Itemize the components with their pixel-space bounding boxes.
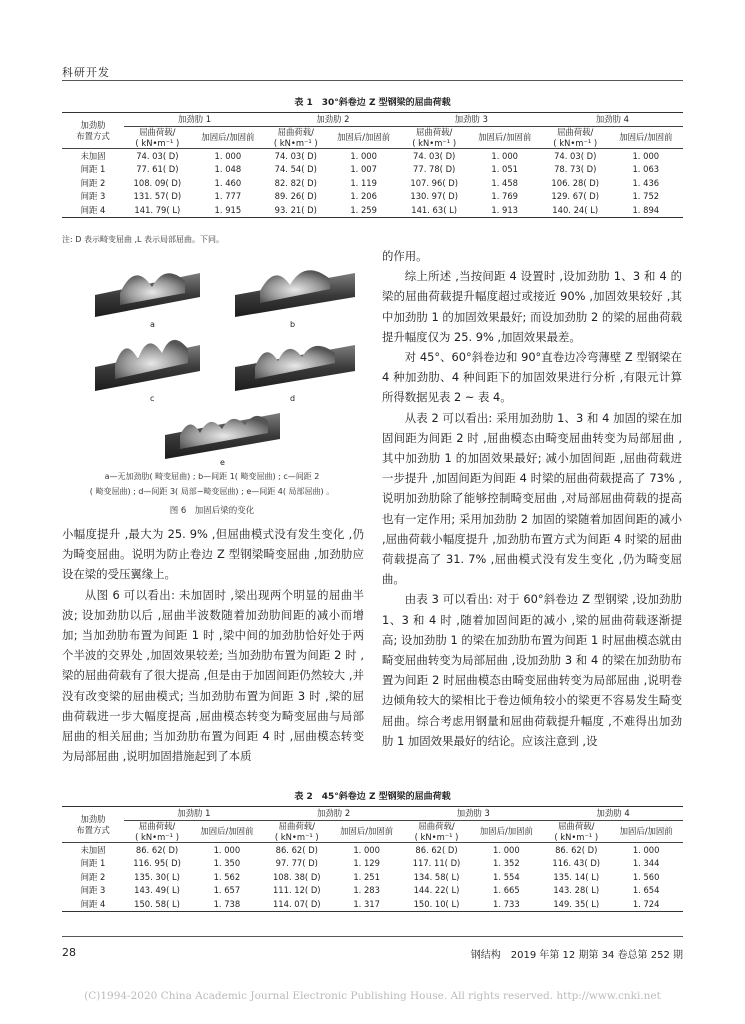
table-cell: 129. 67( D) xyxy=(551,191,600,202)
table-cell: 74. 03( D) xyxy=(413,150,456,161)
table-cell: 1. 317 xyxy=(353,898,380,909)
table-cell: 1. 000 xyxy=(493,844,520,855)
table-cell: 114. 07( D) xyxy=(272,898,321,909)
sub-load-l1: 屈曲荷载/ xyxy=(139,127,176,137)
figure6-panel-b xyxy=(235,270,355,317)
table-cell: 1. 048 xyxy=(214,164,242,175)
table-cell: 未加固 xyxy=(80,150,106,161)
table1-sub-load xyxy=(401,127,468,149)
table-cell: 间距 2 xyxy=(80,177,106,188)
table2-group-4: 加劲肋 4 xyxy=(543,807,683,821)
table-cell: 89. 26( D) xyxy=(274,191,317,202)
table-cell: 82. 82( D) xyxy=(274,177,317,188)
figure6-label-e: e xyxy=(220,458,225,465)
sub-load-l2: ( kN•m⁻¹ ) xyxy=(414,831,459,842)
table1-group-1: 加劲肋 1 xyxy=(124,113,265,127)
table-row xyxy=(62,857,683,871)
table-cell: 86. 62( D) xyxy=(415,844,458,855)
journal-info: 钢结构 2019 年第 12 期第 34 卷总第 252 期 xyxy=(470,950,683,961)
table1-corner xyxy=(62,113,124,149)
figure6-label-a: a xyxy=(150,320,155,329)
figure6-label-d: d xyxy=(290,394,296,403)
table-row xyxy=(62,884,683,898)
table-cell: 149. 35( L) xyxy=(553,898,600,909)
table-cell: 间距 2 xyxy=(80,871,106,882)
table1-group-4: 加劲肋 4 xyxy=(542,113,683,127)
table-cell: 1. 283 xyxy=(353,885,380,896)
left-column xyxy=(62,524,364,766)
table1-sub-ratio: 加固后/加固前 xyxy=(609,127,683,149)
copyright-watermark: (C)1994-2020 China Academic Journal Electronic Publishing House. All rights reserved. http://www.cnki.net xyxy=(84,990,661,1002)
sub-load-l1: 屈曲荷载/ xyxy=(278,821,315,831)
table1-sub-ratio: 加固后/加固前 xyxy=(191,127,265,149)
table2-sub-ratio: 加固后/加固前 xyxy=(470,821,544,843)
table-cell: 1. 063 xyxy=(632,164,660,175)
table-cell: 1. 352 xyxy=(493,858,520,869)
right-paragraph-1: 综上所述 ,当按间距 4 设置时 ,设加劲肋 1、3 和 4 的梁的屈曲荷载提升幅度超过或接近 90% ,加固效果较好 ,其中加劲肋 1 的加固效果最好; 而设加劲肋 2 的梁的屈曲荷载提升幅度仅为 25. 9% ,加固效果最差。 xyxy=(382,269,682,344)
table-cell: 86. 62( D) xyxy=(555,844,598,855)
sub-load-l1: 屈曲荷载/ xyxy=(557,127,594,137)
table-cell: 1. 000 xyxy=(632,150,660,161)
table-cell: 1. 206 xyxy=(350,191,377,202)
table-cell: 150. 58( L) xyxy=(134,898,180,909)
table-cell: 1. 000 xyxy=(350,150,377,161)
figure6-caption: 图 6 加固后梁的变化 xyxy=(169,506,255,516)
figure6-buckling-images xyxy=(90,255,360,465)
table2-sub-load xyxy=(124,821,190,843)
table-cell: 1. 436 xyxy=(632,177,660,188)
table-cell: 1. 562 xyxy=(213,871,241,882)
table-row xyxy=(62,870,683,884)
table1-sub-ratio: 加固后/加固前 xyxy=(468,127,542,149)
table-cell: 1. 000 xyxy=(214,150,242,161)
table-cell: 间距 3 xyxy=(80,885,106,896)
table2-group-3: 加劲肋 3 xyxy=(403,807,543,821)
table-cell: 1. 051 xyxy=(491,164,519,175)
table-cell: 1. 777 xyxy=(214,191,242,202)
page-number: 28 xyxy=(62,946,76,959)
sub-load-l2: ( kN•m⁻¹ ) xyxy=(553,137,598,148)
table-cell: 116. 43( D) xyxy=(552,858,601,869)
right-paragraph-3: 从表 2 可以看出: 采用加劲肋 1、3 和 4 加固的梁在加固间距为间距 2 时 ,屈曲模态由畸变屈曲转变为局部屈曲 ,其中加劲肋 1 的加固效果最好; 减小加固间距 ,屈曲荷载进一步提升 ,加固间距为间距 4 时梁的屈曲荷载提高了 73% ,说明加劲肋除了能够控制畸变屈曲 ,对局部屈曲荷载的提高也有一定作用; 采用加劲肋 2 加固的梁随着加固间距的减小 ,屈曲荷载小幅度提升 ,加劲肋布置方式为间距 4 时梁的屈曲荷载提高了 31. 7% ,屈曲模式没有发生变化 ,仍为畸变屈曲。 xyxy=(382,410,682,587)
table-cell: 130. 97( D) xyxy=(410,191,458,202)
table-cell: 74. 03( D) xyxy=(136,150,179,161)
table-cell: 1. 769 xyxy=(491,191,519,202)
table2-sub-load xyxy=(403,821,469,843)
figure6-legend-line1: a—无加劲肋( 畸变屈曲) ; b—间距 1( 畸变屈曲) ; c—间距 2 xyxy=(104,472,320,481)
table-cell: 108. 38( D) xyxy=(272,871,321,882)
sub-load-l1: 屈曲荷载/ xyxy=(277,127,314,137)
figure6-panel-d xyxy=(235,345,355,391)
table-row xyxy=(62,163,683,177)
table2-sub-ratio: 加固后/加固前 xyxy=(609,821,683,843)
table-cell: 间距 4 xyxy=(80,204,106,215)
sub-load-l2: ( kN•m⁻¹ ) xyxy=(273,137,318,148)
table2-caption: 表 2 45°斜卷边 Z 型钢梁的屈曲荷载 xyxy=(294,792,451,802)
table-cell: 1. 915 xyxy=(214,204,242,215)
table2-corner-line1: 加劲肋 xyxy=(80,814,106,824)
table-cell: 1. 554 xyxy=(493,871,520,882)
table-cell: 106. 28( D) xyxy=(551,177,600,188)
table-cell: 134. 58( L) xyxy=(413,871,460,882)
figure6-panel-e xyxy=(165,413,280,459)
table-cell: 间距 4 xyxy=(80,898,106,909)
table-row xyxy=(62,190,683,204)
table-cell: 97. 77( D) xyxy=(275,858,318,869)
table-cell: 116. 95( D) xyxy=(133,858,181,869)
table-cell: 1. 000 xyxy=(491,150,519,161)
table2-sub-ratio: 加固后/加固前 xyxy=(330,821,404,843)
figure6-label-c: c xyxy=(150,394,155,403)
table-cell: 1. 657 xyxy=(213,885,241,896)
table-cell: 78. 73( D) xyxy=(554,164,597,175)
table-cell: 1. 752 xyxy=(632,191,660,202)
table-cell: 间距 1 xyxy=(80,858,106,869)
table-cell: 1. 458 xyxy=(491,177,519,188)
table-cell: 111. 12( D) xyxy=(272,885,321,896)
table-cell: 1. 251 xyxy=(353,871,380,882)
table-cell: 107. 96( D) xyxy=(410,177,458,188)
table-cell: 143. 28( L) xyxy=(553,885,600,896)
section-header: 科研开发 xyxy=(62,66,110,79)
table-cell: 74. 54( D) xyxy=(274,164,317,175)
table1-sub-load xyxy=(265,127,326,149)
table-cell: 间距 3 xyxy=(80,191,106,202)
table-cell: 86. 62( D) xyxy=(135,844,179,855)
table1-caption: 表 1 30°斜卷边 Z 型钢梁的屈曲荷载 xyxy=(294,98,451,108)
table-cell: 93. 21( D) xyxy=(274,204,317,215)
table-cell: 74. 03( D) xyxy=(554,150,597,161)
table-cell: 1. 665 xyxy=(493,885,520,896)
table2-sub-load xyxy=(543,821,609,843)
table-cell: 未加固 xyxy=(80,844,106,855)
table2-corner-line2: 布置方式 xyxy=(76,824,110,835)
table2-sub-load xyxy=(264,821,330,843)
table-cell: 135. 14( L) xyxy=(553,871,600,882)
figure6-legend-line2: ( 畸变屈曲) ; d—间距 3( 局部−畸变屈曲) ; e—间距 4( 局部屈曲) 。 xyxy=(89,487,335,496)
right-paragraph-2: 对 45°、60°斜卷边和 90°直卷边冷弯薄壁 Z 型钢梁在 4 种加劲肋、4 种间距下的加固效果进行分析 ,有限元计算所得数据见表 2 ~ 表 4。 xyxy=(382,350,682,405)
table-cell: 1. 007 xyxy=(350,164,377,175)
table1-corner-line2: 布置方式 xyxy=(76,130,110,141)
table-cell: 141. 79( L) xyxy=(134,204,181,215)
table-cell: 1. 344 xyxy=(632,858,660,869)
footer-rule xyxy=(62,936,683,937)
sub-load-l2: ( kN•m⁻¹ ) xyxy=(135,137,180,148)
table-cell: 1. 913 xyxy=(491,204,519,215)
figure6-panel-c xyxy=(95,340,200,391)
figure6-label-b: b xyxy=(290,320,296,329)
sub-load-l2: ( kN•m⁻¹ ) xyxy=(274,831,319,842)
table2-corner xyxy=(62,807,124,843)
table-cell: 1. 129 xyxy=(353,858,380,869)
left-paragraph-2: 从图 6 可以看出: 未加固时 ,梁出现两个明显的屈曲半波; 设加劲肋以后 ,屈曲半波数随着加劲肋间距的减小而增加; 当加劲肋布置为间距 1 时 ,梁中间的加劲肋恰好处于两个半波的交界处 ,加固效果较差; 当加劲肋布置为间距 2 时 ,梁的屈曲荷载有了很大提高 ,但是由于加固间距仍然较大 ,并没有改变梁的屈曲模式; 当加劲肋布置为间距 3 时 ,梁的屈曲荷载进一步大幅度提高 ,屈曲模态转变为畸变屈曲与局部屈曲的相关屈曲; 当加劲肋布置为间距 4 时 ,屈曲模态转变为局部屈曲 ,说明加固措施起到了本质 xyxy=(62,587,364,764)
table-cell: 1. 560 xyxy=(632,871,660,882)
sub-load-l1: 屈曲荷载/ xyxy=(558,821,595,831)
table-cell: 141. 63( L) xyxy=(411,204,458,215)
table-cell: 77. 78( D) xyxy=(413,164,456,175)
table-cell: 1. 000 xyxy=(353,844,380,855)
table2-group-1: 加劲肋 1 xyxy=(124,807,264,821)
table-cell: 135. 30( L) xyxy=(134,871,180,882)
sub-load-l1: 屈曲荷载/ xyxy=(418,821,455,831)
table-cell: 86. 62( D) xyxy=(275,844,318,855)
table-cell: 1. 259 xyxy=(350,204,377,215)
left-paragraph-1: 小幅度提升 ,最大为 25. 9% ,但屈曲模式没有发生变化 ,仍为畸变屈曲。说明为防止卷边 Z 型钢梁畸变屈曲 ,加劲肋应设在梁的受压翼缘上。 xyxy=(62,527,364,582)
table-row xyxy=(62,176,683,190)
table-row xyxy=(62,843,683,857)
table1-group-3: 加劲肋 3 xyxy=(401,113,542,127)
sub-load-l2: ( kN•m⁻¹ ) xyxy=(135,831,179,842)
table1-corner-line1: 加劲肋 xyxy=(80,120,106,130)
sub-load-l2: ( kN•m⁻¹ ) xyxy=(412,137,457,148)
table-cell: 间距 1 xyxy=(80,164,106,175)
table-row xyxy=(62,897,683,911)
sub-load-l1: 屈曲荷载/ xyxy=(416,127,453,137)
table1-sub-load xyxy=(124,127,191,149)
table2-group-2: 加劲肋 2 xyxy=(264,807,404,821)
table-cell: 143. 49( L) xyxy=(134,885,180,896)
table-cell: 1. 000 xyxy=(213,844,241,855)
table-cell: 144. 22( L) xyxy=(413,885,460,896)
table-cell: 117. 11( D) xyxy=(412,858,461,869)
sub-load-l1: 屈曲荷载/ xyxy=(138,821,176,831)
right-column xyxy=(382,246,682,751)
right-paragraph-0: 的作用。 xyxy=(382,249,428,263)
table1-sub-ratio: 加固后/加固前 xyxy=(326,127,400,149)
table-cell: 108. 09( D) xyxy=(133,177,182,188)
table-cell: 1. 654 xyxy=(632,885,660,896)
table-cell: 140. 24( L) xyxy=(552,204,599,215)
table-cell: 1. 350 xyxy=(213,858,241,869)
header-rule xyxy=(62,80,683,81)
table-cell: 1. 119 xyxy=(350,177,377,188)
table-cell: 1. 738 xyxy=(213,898,241,909)
table-cell: 1. 733 xyxy=(493,898,520,909)
figure6-panel-a xyxy=(95,273,200,317)
table1-sub-load xyxy=(542,127,609,149)
table2 xyxy=(62,806,683,912)
table-row xyxy=(62,149,683,163)
table-cell: 150. 10( L) xyxy=(413,898,460,909)
table-cell: 1. 460 xyxy=(214,177,242,188)
table2-sub-ratio: 加固后/加固前 xyxy=(190,821,264,843)
table-cell: 77. 61( D) xyxy=(136,164,179,175)
sub-load-l2: ( kN•m⁻¹ ) xyxy=(554,831,599,842)
table-cell: 1. 724 xyxy=(632,898,660,909)
table1 xyxy=(62,112,683,218)
table-row xyxy=(62,203,683,217)
table-cell: 1. 894 xyxy=(632,204,660,215)
table-cell: 1. 000 xyxy=(632,844,660,855)
right-paragraph-4: 由表 3 可以看出: 对于 60°斜卷边 Z 型钢梁 ,设加劲肋 1、3 和 4 时 ,随着加固间距的减小 ,梁的屈曲荷载逐渐提高; 设加劲肋 1 的梁在加劲肋布置为间距 1 时屈曲模态就由畸变屈曲转变为局部屈曲 ,设加劲肋 3 和 4 的梁在加劲肋布置为间距 2 时屈曲模态由畸变屈曲转变为局部屈曲 ,说明卷边倾角较大的梁相比于卷边倾角较小的梁更不容易发生畸变屈曲。综合考虑用钢量和屈曲荷载提升幅度 ,不难得出加劲肋 1 加固效果最好的结论。应该注意到 ,设 xyxy=(382,592,682,748)
table1-note: 注: D 表示畸变屈曲 ,L 表示局部屈曲。下同。 xyxy=(62,235,225,244)
table1-group-2: 加劲肋 2 xyxy=(265,113,401,127)
table-cell: 74. 03( D) xyxy=(274,150,317,161)
table-cell: 131. 57( D) xyxy=(133,191,182,202)
